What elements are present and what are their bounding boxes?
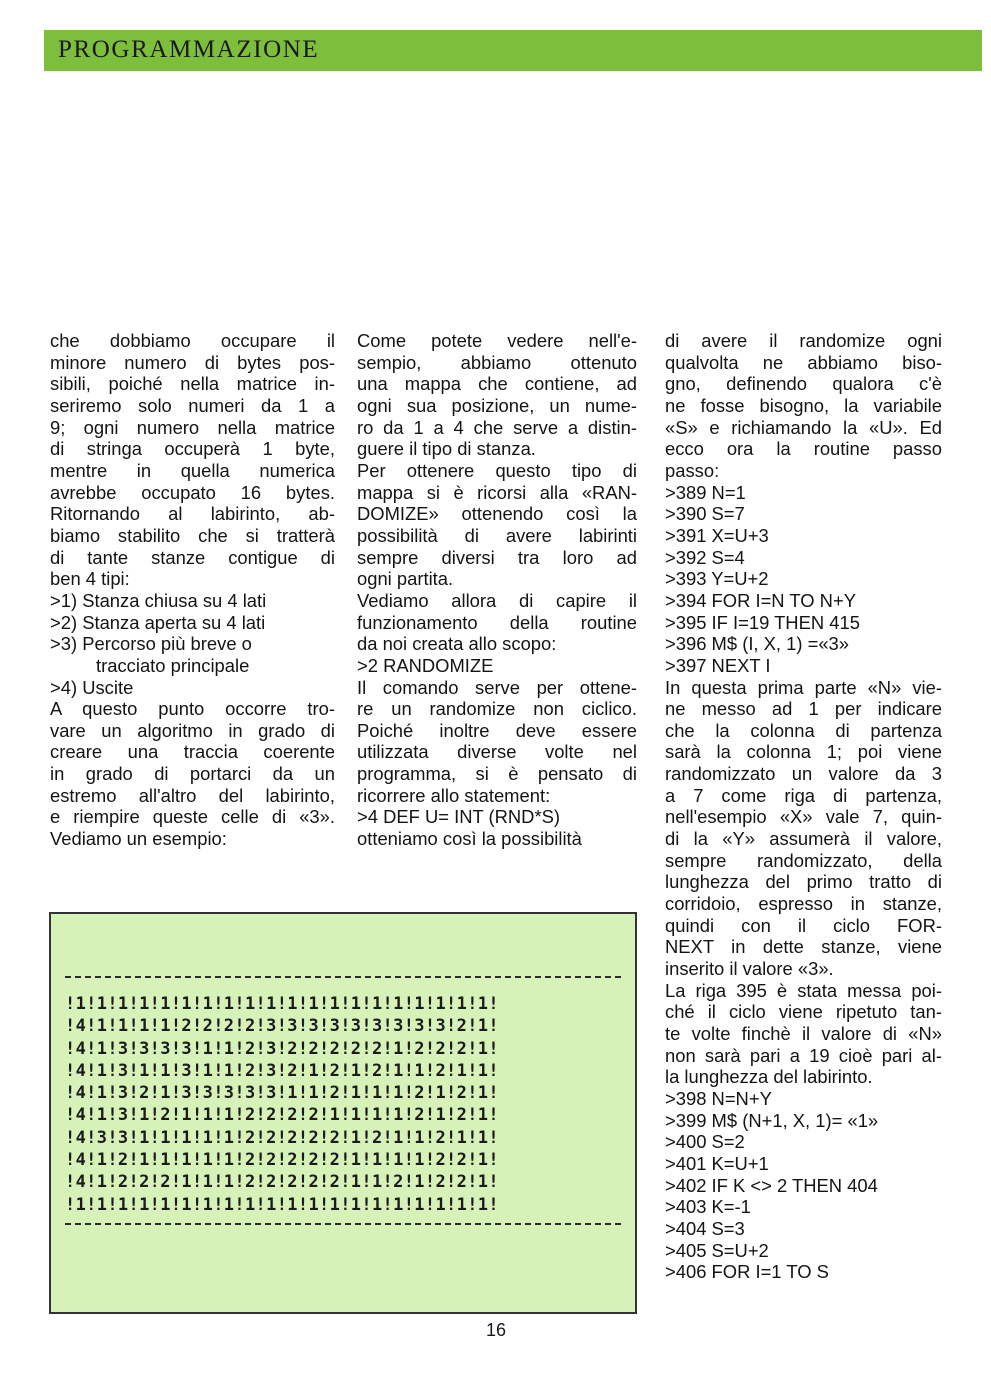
text-line: passo:: [665, 459, 720, 481]
text-line: ché il ciclo viene ripetuto tan-: [665, 1001, 942, 1023]
text-line: quindi con il ciclo FOR-: [665, 914, 942, 936]
text-line: >3) Percorso più breve o: [50, 633, 252, 655]
text-line: >2) Stanza aperta su 4 lati: [50, 611, 266, 633]
text-line: ben 4 tipi:: [50, 568, 130, 590]
text-line: una mappa che contiene, ad: [357, 373, 637, 395]
text-line: programma, si è pensato di: [357, 763, 637, 785]
maze-example-figure: [49, 912, 637, 1314]
text-line: >400 S=2: [665, 1131, 745, 1153]
text-line: sibili, poiché nella matrice in-: [50, 373, 335, 395]
text-line: funzionamento della routine: [357, 611, 637, 633]
text-line: otteniamo così la possibilità: [357, 828, 582, 850]
maze-row: !4!1!2!1!1!1!1!1!2!2!2!2!2!1!1!1!1!2!2!1!: [65, 1150, 499, 1171]
text-line: DOMIZE» ottenendo così la: [357, 503, 637, 525]
text-line: nell'esempio «X» vale 7, quin-: [665, 806, 942, 828]
text-line: minore numero di bytes pos-: [50, 351, 335, 373]
text-line: di stringa occuperà 1 byte,: [50, 438, 335, 460]
text-line: e riempire queste celle di «3».: [50, 806, 335, 828]
text-line: >402 IF K <> 2 THEN 404: [665, 1174, 878, 1196]
text-line: Vediamo allora di capire il: [357, 589, 637, 611]
text-line: >401 K=U+1: [665, 1152, 769, 1174]
maze-bottom-border: [65, 1223, 621, 1225]
maze-row: !4!1!1!1!1!2!2!2!2!3!3!3!3!3!3!3!3!3!2!1!: [65, 1016, 499, 1037]
text-line: sempio, abbiamo ottenuto: [357, 351, 637, 373]
text-line: re un randomize non ciclico.: [357, 698, 637, 720]
maze-row: !1!1!1!1!1!1!1!1!1!1!1!1!1!1!1!1!1!1!1!1!: [65, 994, 499, 1014]
text-line: >391 X=U+3: [665, 524, 769, 546]
text-line: avrebbe occupato 16 bytes.: [50, 481, 335, 503]
text-line: possibilità di avere labirinti: [357, 524, 637, 546]
text-line: 9; ogni numero nella matrice: [50, 416, 335, 438]
maze-row: !1!1!1!1!1!1!1!1!1!1!1!1!1!1!1!1!1!1!1!1!: [65, 1194, 499, 1215]
text-line: che la colonna di partenza: [665, 719, 942, 741]
text-line: >4) Uscite: [50, 676, 134, 698]
section-header: [44, 30, 982, 71]
text-line: randomizzato un valore da 3: [665, 763, 942, 785]
text-line: da noi creata allo scopo:: [357, 633, 557, 655]
text-line: sarà la colonna 1; poi viene: [665, 741, 942, 763]
text-line: tracciato principale: [96, 654, 250, 676]
text-line: >393 Y=U+2: [665, 568, 769, 590]
text-line: guere il tipo di stanza.: [357, 438, 536, 460]
text-line: ro da 1 a 4 che serve a distin-: [357, 416, 637, 438]
text-line: in grado di portarci da un: [50, 763, 335, 785]
text-line: corridoio, espresso in stanze,: [665, 893, 942, 915]
text-line: te volte finchè il valore di «N»: [665, 1023, 942, 1044]
text-line: ogni partita.: [357, 568, 454, 590]
text-line: >2 RANDOMIZE: [357, 654, 494, 676]
text-line: di la «Y» assumerà il valore,: [665, 828, 942, 850]
text-line: >404 S=3: [665, 1217, 745, 1239]
text-line: a 7 come riga di partenza,: [665, 784, 942, 806]
text-line: >405 S=U+2: [665, 1239, 769, 1261]
text-line: >398 N=N+Y: [665, 1087, 772, 1109]
text-line: che dobbiamo occupare il: [50, 330, 335, 351]
text-line: >392 S=4: [665, 546, 745, 568]
text-line: >390 S=7: [665, 503, 745, 525]
maze-grid: [65, 993, 623, 1216]
text-line: creare una traccia coerente: [50, 741, 335, 763]
text-line: mentre in quella numerica: [50, 459, 335, 481]
text-line: non sarà pari a 19 cioè pari al-: [665, 1044, 942, 1066]
text-line: >406 FOR I=1 TO S: [665, 1261, 829, 1283]
maze-row: !4!1!3!2!1!3!3!3!3!3!1!1!2!1!1!1!2!1!2!1!: [65, 1083, 499, 1104]
page-number: 16: [486, 1320, 507, 1340]
text-line: NEXT in dette stanze, viene: [665, 936, 942, 958]
text-line: >396 M$ (I, X, 1) =«3»: [665, 633, 850, 655]
maze-row: !4!1!3!3!3!3!1!1!2!3!2!2!2!2!2!1!2!2!2!1!: [65, 1038, 499, 1059]
text-line: di tante stanze contigue di: [50, 546, 335, 568]
text-line: Vediamo un esempio:: [50, 828, 227, 850]
text-line: >397 NEXT I: [665, 654, 771, 676]
text-line: sempre randomizzato, della: [665, 849, 942, 871]
text-column-3: [665, 330, 942, 1283]
maze-row: !4!1!3!1!2!1!1!1!2!2!2!2!1!1!1!1!2!1!2!1!: [65, 1105, 499, 1126]
text-line: ne fosse bisogno, la variabile: [665, 394, 942, 416]
text-line: di avere il randomize ogni: [665, 330, 942, 351]
text-line: >4 DEF U= INT (RND*S): [357, 806, 561, 828]
maze-row: !4!1!3!1!1!3!1!1!2!3!2!1!2!1!2!1!1!2!1!1!: [65, 1060, 499, 1081]
text-line: sempre diversi tra loro ad: [357, 546, 637, 568]
text-line: ricorrere allo statement:: [357, 784, 551, 806]
text-line: ne messo ad 1 per indicare: [665, 698, 942, 720]
text-line: >403 K=-1: [665, 1196, 751, 1218]
text-line: qualvolta ne abbiamo biso-: [665, 351, 942, 373]
text-line: gno, definendo qualora c'è: [665, 373, 942, 395]
maze-row: !4!1!2!2!2!1!1!1!2!2!2!2!2!1!1!2!1!2!2!1!: [65, 1172, 499, 1193]
text-line: Poiché inoltre deve essere: [357, 719, 637, 741]
text-line: >389 N=1: [665, 481, 746, 503]
text-line: A questo punto occorre tro-: [50, 698, 335, 720]
text-line: ogni sua posizione, un nume-: [357, 394, 637, 416]
text-line: vare un algoritmo in grado di: [50, 719, 335, 741]
text-line: estremo all'altro del labirinto,: [50, 784, 335, 806]
text-column-2: [357, 330, 637, 850]
text-column-1: [50, 330, 335, 850]
text-line: la lunghezza del labirinto.: [665, 1066, 873, 1088]
text-line: mappa si è ricorsi alla «RAN-: [357, 481, 637, 503]
maze-row: !4!3!3!1!1!1!1!1!2!2!2!2!2!1!2!1!1!2!1!1!: [65, 1127, 499, 1148]
text-line: Come potete vedere nell'e-: [357, 330, 637, 351]
section-title: PROGRAMMAZIONE: [58, 36, 320, 63]
text-line: >399 M$ (N+1, X, 1)= «1»: [665, 1109, 879, 1131]
text-line: ecco ora la routine passo: [665, 438, 942, 460]
text-line: Il comando serve per ottene-: [357, 676, 637, 698]
text-line: >1) Stanza chiusa su 4 lati: [50, 589, 267, 611]
text-line: Ritornando al labirinto, ab-: [50, 503, 335, 525]
text-line: >394 FOR I=N TO N+Y: [665, 589, 856, 611]
text-line: biamo stabilito che si tratterà: [50, 524, 335, 546]
text-line: lunghezza del primo tratto di: [665, 871, 942, 893]
text-line: inserito il valore «3».: [665, 958, 834, 980]
text-line: La riga 395 è stata messa poi-: [665, 979, 942, 1001]
text-line: seriremo solo numeri da 1 a: [50, 394, 335, 416]
text-line: In questa prima parte «N» vie-: [665, 676, 942, 698]
text-line: Per ottenere questo tipo di: [357, 459, 637, 481]
text-line: utilizzata diverse volte nel: [357, 741, 637, 763]
text-line: «S» e richiamando la «U». Ed: [665, 416, 942, 438]
text-line: >395 IF I=19 THEN 415: [665, 611, 860, 633]
maze-top-border: [65, 976, 621, 978]
